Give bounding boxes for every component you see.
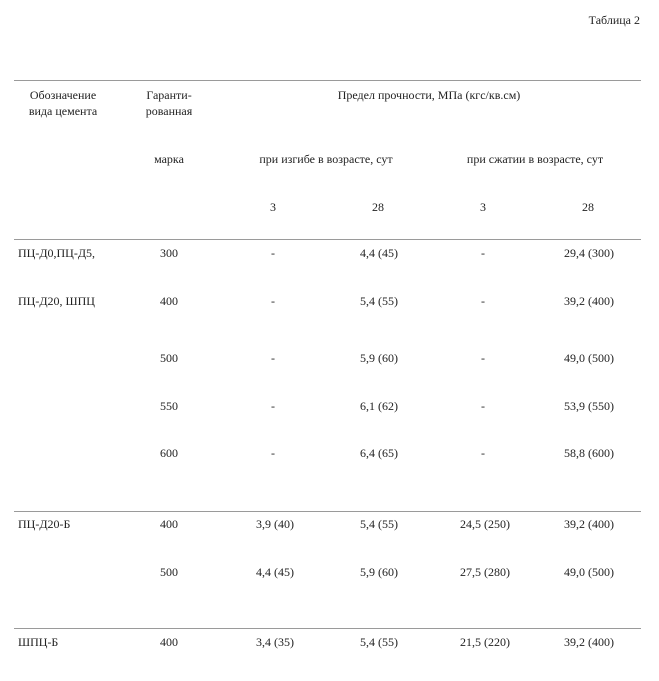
bend-3-cell: 3,9 (40) (256, 517, 294, 531)
comp-3-cell: 27,5 (280) (460, 565, 510, 579)
bend-28-cell: 5,9 (60) (360, 565, 398, 579)
bend-3-cell: - (271, 351, 275, 365)
comp-3-cell: - (481, 446, 485, 460)
bend-3-cell: - (271, 246, 275, 260)
header-bend-28-days: 28 (372, 200, 384, 214)
grade-cell: 300 (160, 246, 178, 260)
grade-cell: 500 (160, 565, 178, 579)
header-grade-line2: рованная (145, 104, 193, 118)
header-bend-3-days: 3 (270, 200, 276, 214)
bend-28-cell: 6,1 (62) (360, 399, 398, 413)
header-comp-28-days: 28 (582, 200, 594, 214)
table-label: Таблица 2 (588, 13, 640, 27)
table-top-rule (14, 80, 641, 81)
group-divider-rule (14, 628, 641, 629)
header-strength: Предел прочности, МПа (кгс/кв.см) (337, 88, 521, 102)
group-divider-rule (14, 511, 641, 512)
comp-28-cell: 39,2 (400) (564, 517, 614, 531)
bend-3-cell: 3,4 (35) (256, 635, 294, 649)
comp-28-cell: 39,2 (400) (564, 294, 614, 308)
grade-cell: 600 (160, 446, 178, 460)
bend-28-cell: 6,4 (65) (360, 446, 398, 460)
grade-cell: 550 (160, 399, 178, 413)
bend-28-cell: 5,4 (55) (360, 517, 398, 531)
comp-3-cell: 24,5 (250) (460, 517, 510, 531)
bend-3-cell: 4,4 (45) (256, 565, 294, 579)
header-grade-line3: марка (154, 152, 184, 166)
header-compression: при сжатии в возрасте, сут (466, 152, 604, 166)
bend-3-cell: - (271, 399, 275, 413)
cement-type-label: ПЦ-Д20-Б (18, 517, 71, 531)
bend-28-cell: 5,4 (55) (360, 294, 398, 308)
grade-cell: 500 (160, 351, 178, 365)
bend-3-cell: - (271, 294, 275, 308)
comp-28-cell: 49,0 (500) (564, 565, 614, 579)
bend-28-cell: 4,4 (45) (360, 246, 398, 260)
header-comp-3-days: 3 (480, 200, 486, 214)
comp-3-cell: - (481, 294, 485, 308)
cement-type-label: ПЦ-Д20, ШПЦ (18, 294, 95, 308)
comp-3-cell: 21,5 (220) (460, 635, 510, 649)
grade-cell: 400 (160, 517, 178, 531)
bend-28-cell: 5,4 (55) (360, 635, 398, 649)
bend-28-cell: 5,9 (60) (360, 351, 398, 365)
comp-28-cell: 29,4 (300) (564, 246, 614, 260)
header-bending: при изгибе в возрасте, сут (259, 152, 393, 166)
grade-cell: 400 (160, 294, 178, 308)
cement-type-label: ШПЦ-Б (18, 635, 59, 649)
bend-3-cell: - (271, 446, 275, 460)
comp-28-cell: 49,0 (500) (564, 351, 614, 365)
grade-cell: 400 (160, 635, 178, 649)
comp-3-cell: - (481, 246, 485, 260)
comp-28-cell: 39,2 (400) (564, 635, 614, 649)
comp-28-cell: 58,8 (600) (564, 446, 614, 460)
header-cement-type-line2: вида цемента (28, 104, 98, 118)
header-cement-type-line1: Обозначение (29, 88, 97, 102)
header-grade-line1: Гаранти- (146, 88, 192, 102)
comp-3-cell: - (481, 399, 485, 413)
comp-28-cell: 53,9 (550) (564, 399, 614, 413)
header-bottom-rule (14, 239, 641, 240)
cement-type-label: ПЦ-Д0,ПЦ-Д5, (18, 246, 96, 260)
comp-3-cell: - (481, 351, 485, 365)
